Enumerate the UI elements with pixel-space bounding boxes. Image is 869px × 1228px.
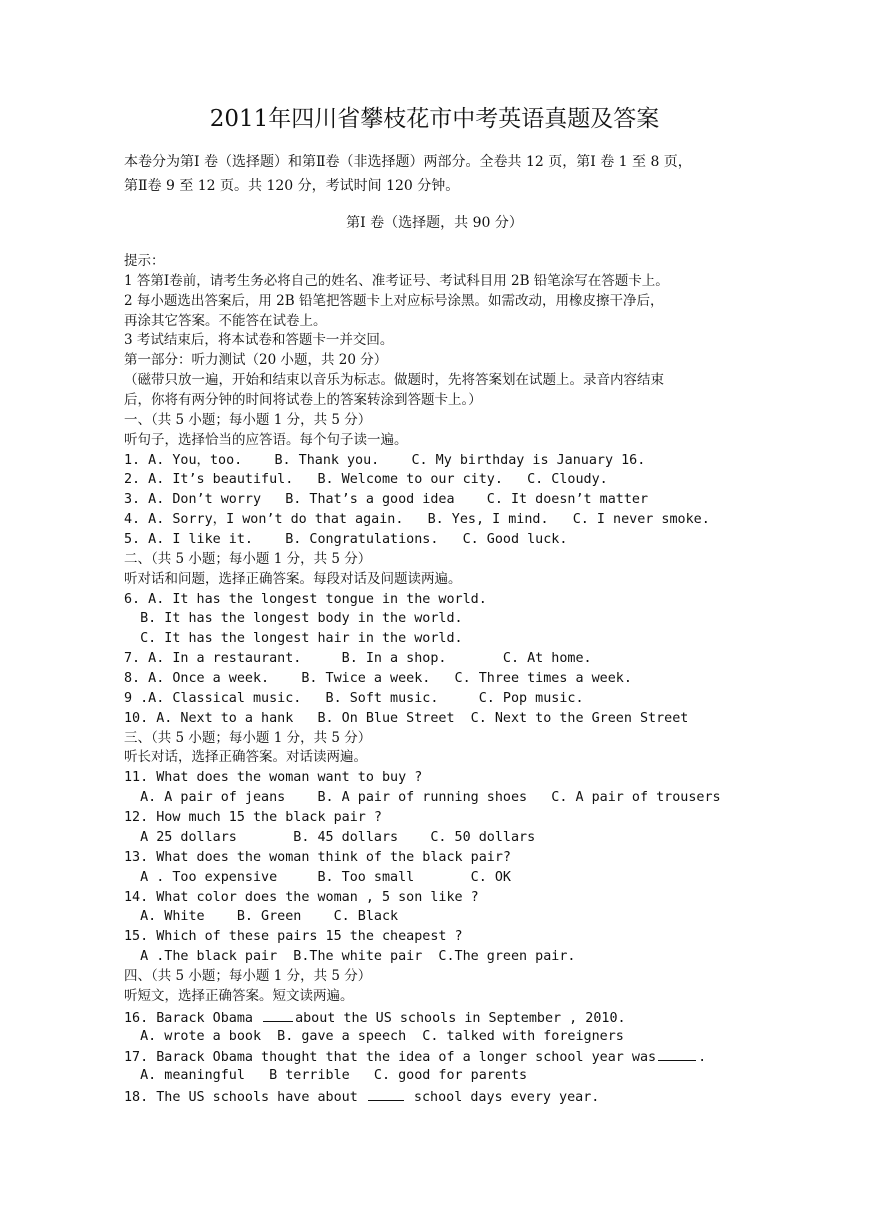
text-line: 听句子，选择恰当的应答语。每个句子读一遍。 xyxy=(124,431,408,448)
intro-line: 第Ⅱ卷 9 至 12 页。共 120 分，考试时间 120 分钟。 xyxy=(124,178,460,194)
question-17-options: A. meaningful B terrible C. good for parents xyxy=(124,1068,528,1084)
text-line: A. White B. Green C. Black xyxy=(124,909,399,925)
text-line: 11. What does the woman want to buy ? xyxy=(124,770,423,786)
text-line: 4. A. Sorry，I won’t do that again. B. Yes, I mind. C. I never smoke. xyxy=(124,512,710,528)
text-line: A. A pair of jeans B. A pair of running shoes C. A pair of trousers xyxy=(124,790,721,806)
question-16-text-end: about the US schools in September , 2010. xyxy=(295,1010,626,1026)
text-line: 听长对话，选择正确答案。对话读两遍。 xyxy=(124,749,367,766)
question-17-text: 17. Barack Obama thought that the idea of a longer school year was xyxy=(124,1050,657,1066)
question-18 xyxy=(124,1086,764,1106)
text-line: 1. A. You，too. B. Thank you. C. My birthday is January 16. xyxy=(124,452,646,468)
question-16-text: 16. Barack Obama xyxy=(124,1010,262,1026)
question-18-text-end: school days every year. xyxy=(405,1090,600,1106)
text-line: 1 答第Ⅰ卷前，请考生务必将自己的姓名、准考证号、考试科目用 2B 铅笔涂写在答题卡上。 xyxy=(124,272,669,289)
text-line: 3. A. Don’t worry B. That’s a good idea C. It doesn’t matter xyxy=(124,492,649,508)
text-line: 6. A. It has the longest tongue in the world. xyxy=(124,591,487,607)
text-line: 5. A. I like it. B. Congratulations. C. Good luck. xyxy=(124,532,568,548)
text-line: A .The black pair B.The white pair C.The green pair. xyxy=(124,949,576,965)
text-line: 再涂其它答案。不能答在试卷上。 xyxy=(124,312,327,329)
question-17-text-end: . xyxy=(698,1050,707,1066)
text-line: 10. A. Next to a hank B. On Blue Street C. Next to the Green Street xyxy=(124,710,689,726)
text-line: B. It has the longest body in the world. xyxy=(124,611,463,627)
question-18-text: 18. The US schools have about xyxy=(124,1090,366,1106)
text-line: 四、（共 5 小题；每小题 1 分，共 5 分） xyxy=(124,967,372,984)
answer-blank xyxy=(368,1086,404,1101)
question-16-options: A. wrote a book B. gave a speech C. talked with foreigners xyxy=(124,1028,624,1044)
text-line: 二、（共 5 小题；每小题 1 分，共 5 分） xyxy=(124,550,372,567)
question-17 xyxy=(124,1046,764,1066)
question-list xyxy=(124,252,764,1106)
section-title: 第Ⅰ 卷（选择题，共 90 分） xyxy=(346,215,523,231)
intro-line: 本卷分为第Ⅰ 卷（选择题）和第Ⅱ卷（非选择题）两部分。全卷共 12 页，第Ⅰ 卷 1 至 8 页， xyxy=(124,154,692,170)
intro-paragraph xyxy=(124,150,744,198)
text-line: 第一部分：听力测试（20 小题，共 20 分） xyxy=(124,352,388,369)
answer-blank xyxy=(658,1046,696,1061)
text-line: 2. A. It’s beautiful. B. Welcome to our city. C. Cloudy. xyxy=(124,472,608,488)
text-line: 听短文，选择正确答案。短文读两遍。 xyxy=(124,987,354,1004)
text-line: 13. What does the woman think of the black pair? xyxy=(124,849,511,865)
text-line: 一、（共 5 小题；每小题 1 分，共 5 分） xyxy=(124,411,372,428)
text-line: A 25 dollars B. 45 dollars C. 50 dollars xyxy=(124,829,536,845)
text-line: 三、（共 5 小题；每小题 1 分，共 5 分） xyxy=(124,729,372,746)
text-line: A . Too expensive B. Too small C. OK xyxy=(124,869,511,885)
page-title: 2011年四川省攀枝花市中考英语真题及答案 xyxy=(209,106,660,132)
question-16 xyxy=(124,1007,764,1027)
text-line: 后，你将有两分钟的时间将试卷上的答案转涂到答题卡上。） xyxy=(124,392,482,409)
answer-blank xyxy=(263,1007,293,1022)
text-line: 3 考试结束后，将本试卷和答题卡一并交回。 xyxy=(124,332,394,349)
text-line: 9 .A. Classical music. B. Soft music. C. Pop music. xyxy=(124,690,584,706)
text-line: 14. What color does the woman , 5 son like ? xyxy=(124,889,479,905)
text-line: 15. Which of these pairs 15 the cheapest ? xyxy=(124,929,463,945)
text-line: 2 每小题选出答案后，用 2B 铅笔把答题卡上对应标号涂黑。如需改动，用橡皮擦干净后， xyxy=(124,292,664,309)
text-line: 7. A. In a restaurant. B. In a shop. C. At home. xyxy=(124,651,592,667)
text-line: 听对话和问题，选择正确答案。每段对话及问题读两遍。 xyxy=(124,570,462,587)
text-line: 12. How much 15 the black pair ? xyxy=(124,810,382,826)
text-line: 8. A. Once a week. B. Twice a week. C. Three times a week. xyxy=(124,671,632,687)
text-line: 提示： xyxy=(124,253,165,269)
text-line: （磁带只放一遍，开始和结束以音乐为标志。做题时，先将答案划在试题上。录音内容结束 xyxy=(124,372,664,389)
text-line: C. It has the longest hair in the world. xyxy=(124,631,463,647)
